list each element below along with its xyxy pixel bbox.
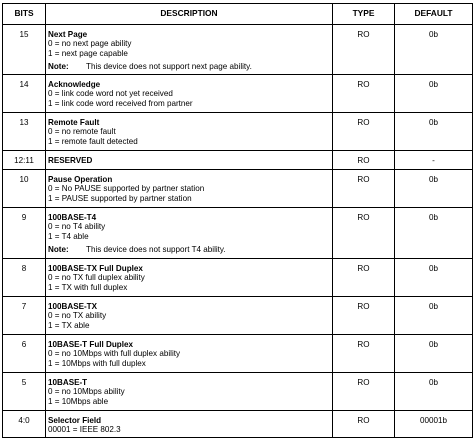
note-label: Note: [48, 61, 69, 71]
value-line: 0 = No PAUSE supported by partner station [48, 184, 205, 194]
bits-cell: 14 [3, 75, 46, 113]
bits-cell: 8 [3, 259, 46, 297]
default-cell: 0b [395, 373, 473, 411]
description-cell [46, 208, 333, 259]
table-row [3, 75, 473, 113]
bits-cell: 9 [3, 208, 46, 259]
value-line: 1 = PAUSE supported by partner station [48, 193, 192, 203]
type-cell: RO [333, 373, 395, 411]
bits-cell: 12:11 [3, 151, 46, 170]
type-cell: RO [333, 335, 395, 373]
bits-cell: 7 [3, 297, 46, 335]
table-row [3, 113, 473, 151]
bits-cell: 13 [3, 113, 46, 151]
description-cell [46, 170, 333, 208]
value-line: 1 = T4 able [48, 231, 89, 241]
bits-cell: 5 [3, 373, 46, 411]
value-line: 0 = no TX full duplex ability [48, 273, 145, 283]
bits-cell: 15 [3, 25, 46, 75]
type-cell: RO [333, 297, 395, 335]
default-cell: 0b [395, 208, 473, 259]
description-cell [46, 335, 333, 373]
table-header-row [3, 4, 473, 25]
default-cell: 0b [395, 297, 473, 335]
table-row [3, 170, 473, 208]
description-cell [46, 25, 333, 75]
note-text: This device does not support next page ability. [86, 61, 252, 71]
type-cell: RO [333, 170, 395, 208]
value-line: 0 = no next page ability [48, 39, 132, 49]
default-cell: 0b [395, 335, 473, 373]
value-line: 0 = link code word not yet received [48, 89, 173, 99]
note [48, 245, 330, 254]
description-cell [46, 259, 333, 297]
type-cell: RO [333, 208, 395, 259]
type-cell: RO [333, 75, 395, 113]
note-label: Note: [48, 244, 69, 254]
description-cell [46, 75, 333, 113]
field-name: 10BASE-T Full Duplex [48, 340, 133, 349]
value-line: 00001 = IEEE 802.3 [48, 425, 121, 435]
default-cell: 0b [395, 170, 473, 208]
value-line: 1 = next page capable [48, 48, 128, 58]
value-line: 1 = TX able [48, 320, 90, 330]
field-name: 100BASE-TX Full Duplex [48, 264, 143, 273]
table-row [3, 373, 473, 411]
field-name: Selector Field [48, 416, 102, 425]
field-name: Remote Fault [48, 118, 100, 127]
value-line: 0 = no TX ability [48, 311, 107, 321]
type-cell: RO [333, 151, 395, 170]
type-cell: RO [333, 259, 395, 297]
header-default: DEFAULT [395, 4, 473, 25]
default-cell: 0b [395, 25, 473, 75]
field-name: 10BASE-T [48, 378, 88, 387]
type-cell: RO [333, 113, 395, 151]
description-cell [46, 113, 333, 151]
header-bits: BITS [3, 4, 46, 25]
description-cell [46, 373, 333, 411]
table-row [3, 259, 473, 297]
default-cell: 0b [395, 113, 473, 151]
header-type: TYPE [333, 4, 395, 25]
bits-cell: 4:0 [3, 411, 46, 438]
default-cell: 0b [395, 259, 473, 297]
default-cell: 0b [395, 75, 473, 113]
value-line: 0 = no 10Mbps ability [48, 387, 125, 397]
field-name: Next Page [48, 30, 88, 39]
value-line: 0 = no 10Mbps with full duplex ability [48, 349, 181, 359]
field-name: Acknowledge [48, 80, 101, 89]
value-line: 1 = link code word received from partner [48, 98, 193, 108]
value-line: 0 = no remote fault [48, 127, 116, 137]
value-line: 1 = TX with full duplex [48, 282, 128, 292]
type-cell: RO [333, 411, 395, 438]
value-line: 0 = no T4 ability [48, 222, 106, 232]
type-cell: RO [333, 25, 395, 75]
bits-cell: 6 [3, 335, 46, 373]
field-name: RESERVED [48, 156, 93, 165]
bits-cell: 10 [3, 170, 46, 208]
table-row [3, 297, 473, 335]
field-name: Pause Operation [48, 175, 113, 184]
header-description: DESCRIPTION [46, 4, 333, 25]
description-cell [46, 411, 333, 438]
default-cell: - [395, 151, 473, 170]
note-text: This device does not support T4 ability. [86, 244, 226, 254]
table-row [3, 151, 473, 170]
note [48, 62, 330, 71]
value-line: 1 = 10Mbps with full duplex [48, 358, 146, 368]
description-cell [46, 297, 333, 335]
table-row [3, 411, 473, 438]
table-row [3, 208, 473, 259]
field-name: 100BASE-T4 [48, 213, 97, 222]
description-cell [46, 151, 333, 170]
value-line: 1 = 10Mbps able [48, 396, 109, 406]
table-row [3, 25, 473, 75]
register-bit-table [2, 3, 473, 438]
value-line: 1 = remote fault detected [48, 136, 138, 146]
field-name: 100BASE-TX [48, 302, 98, 311]
table-row [3, 335, 473, 373]
default-cell: 00001b [395, 411, 473, 438]
